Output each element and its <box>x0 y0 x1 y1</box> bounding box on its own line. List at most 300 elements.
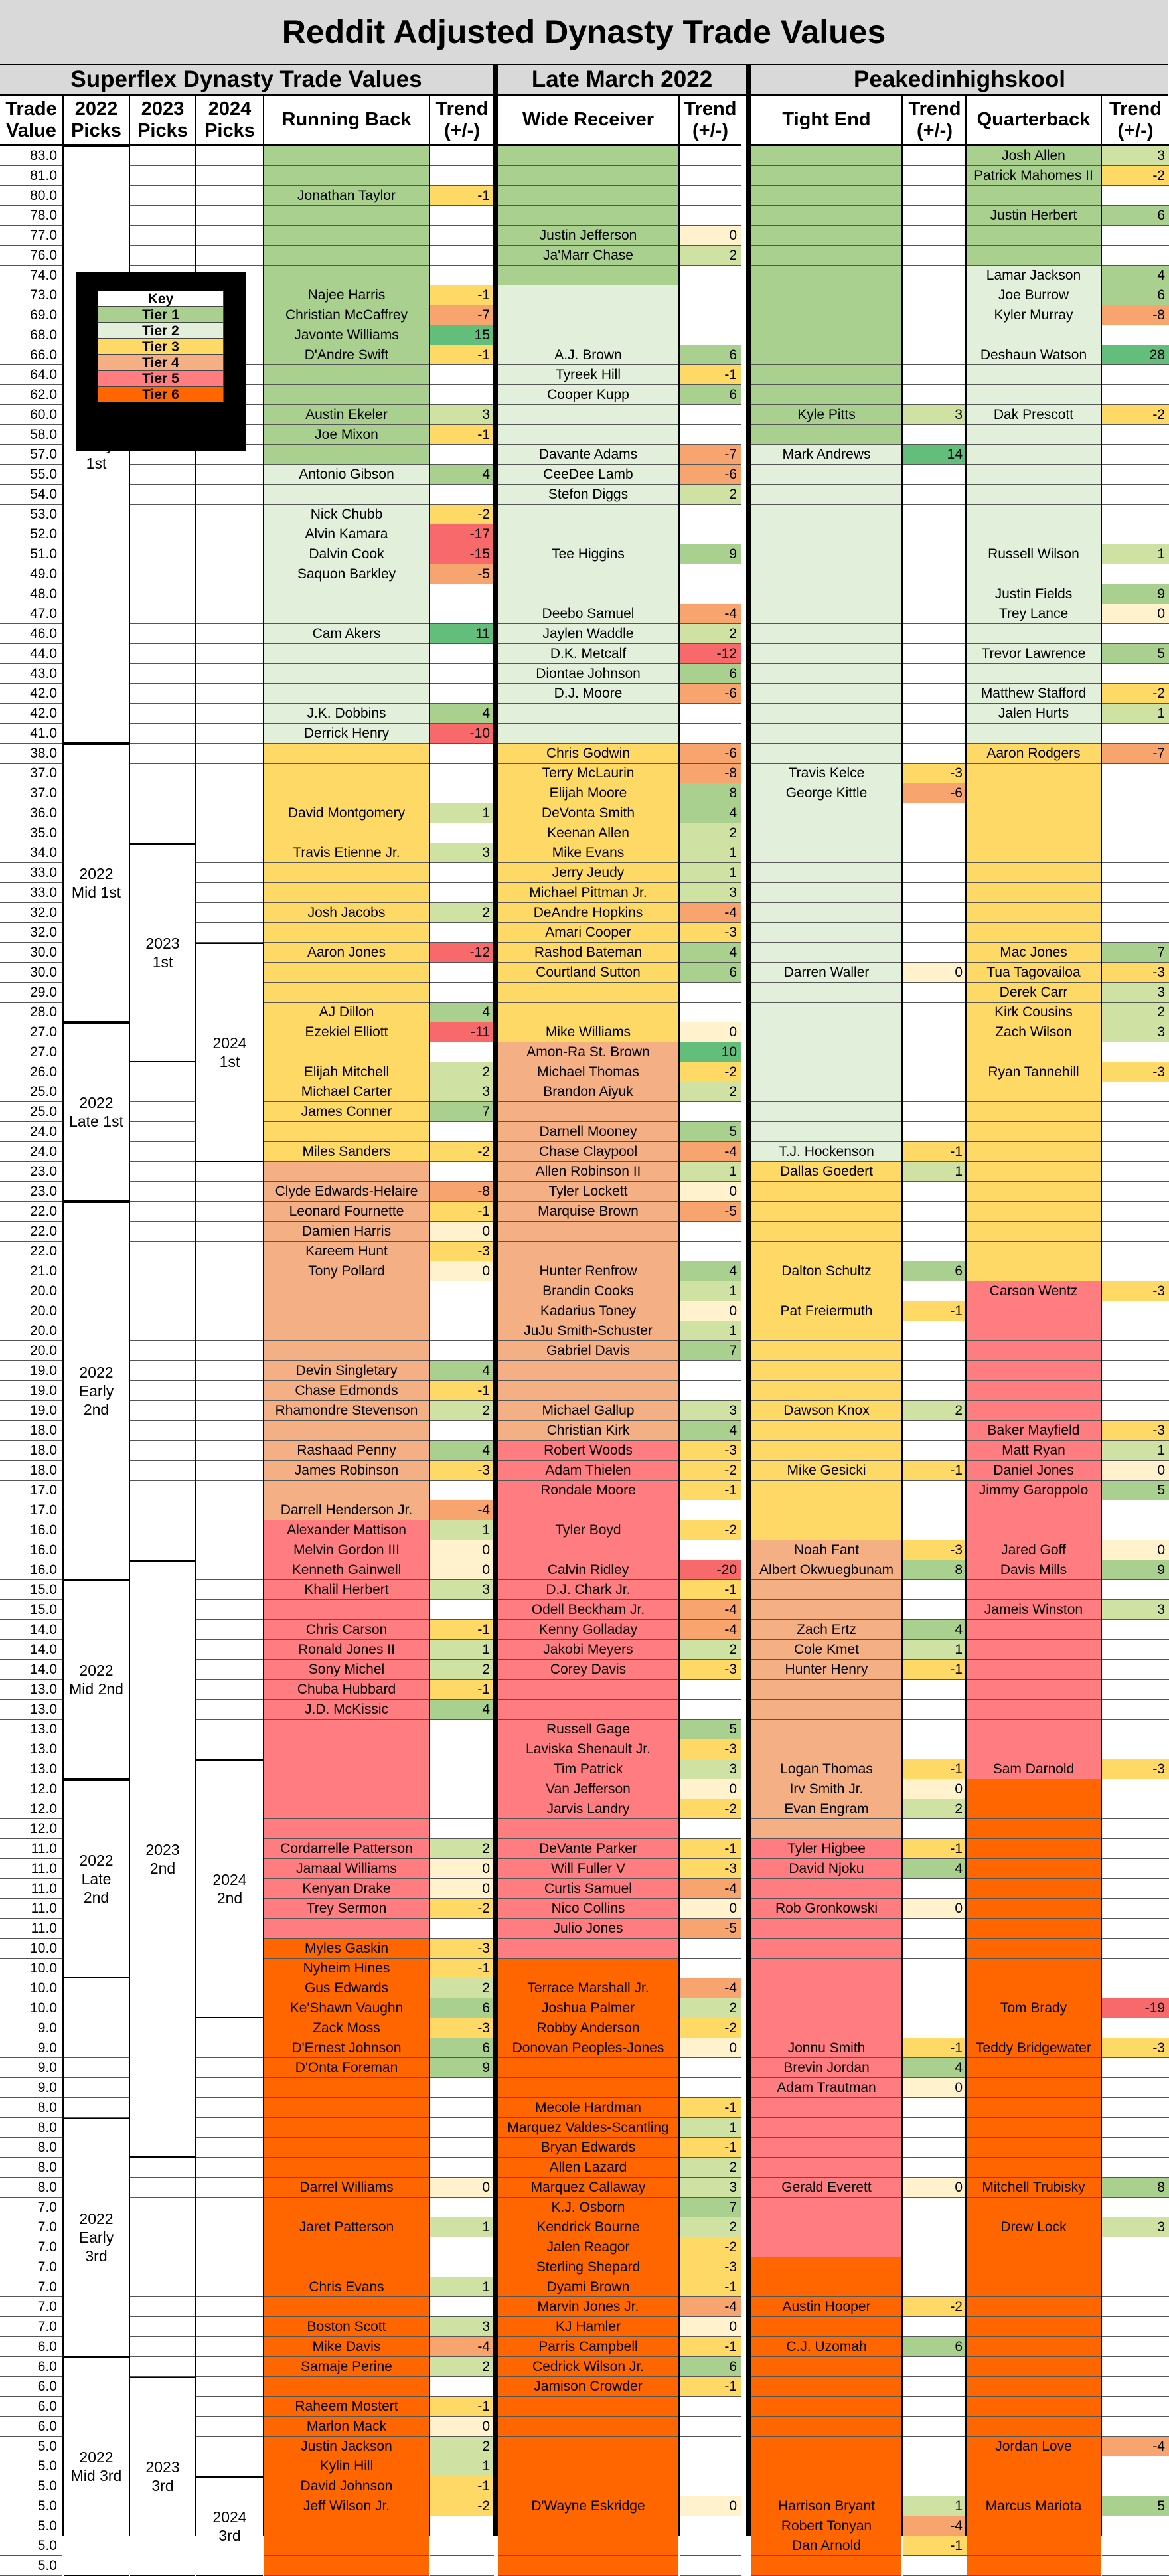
rb-player-cell: Michael Carter <box>264 1082 429 1102</box>
qb-trend-cell: 7 <box>1102 943 1169 963</box>
pick-empty-cell <box>196 1560 263 1580</box>
rb-player-cell: Derrick Henry <box>264 724 429 744</box>
te-trend-cell <box>903 863 967 883</box>
te-trend-cell <box>903 1281 967 1301</box>
pick-empty-cell <box>196 2277 263 2297</box>
wr-player-cell: KJ Hamler <box>498 2317 678 2337</box>
trade-value-cell: 9.0 <box>0 2078 62 2098</box>
column-header-value: Trade Value <box>0 96 62 146</box>
trade-value-cell: 48.0 <box>0 584 62 604</box>
rb-trend-cell: -1 <box>430 2476 494 2496</box>
rb-trend-cell <box>430 1162 494 1182</box>
te-player-cell <box>751 505 901 524</box>
rb-player-cell <box>264 226 429 246</box>
wr-trend-cell: -4 <box>680 903 741 923</box>
rb-trend-cell: 2 <box>430 2357 494 2377</box>
te-player-cell <box>751 246 901 266</box>
te-trend-cell <box>903 1242 967 1261</box>
qb-player-cell: Trevor Lawrence <box>967 644 1101 664</box>
qb-trend-cell <box>1102 903 1169 923</box>
te-player-cell <box>751 2317 901 2337</box>
wr-trend-cell: 2 <box>680 624 741 644</box>
wr-trend-cell <box>680 1102 741 1122</box>
qb-player-cell: Trey Lance <box>967 604 1101 624</box>
te-player-cell: Harrison Bryant <box>751 2496 901 2516</box>
rb-player-cell <box>264 584 429 604</box>
rb-player-cell <box>264 485 429 505</box>
qb-trend-cell <box>1102 1978 1169 1998</box>
te-player-cell <box>751 1341 901 1361</box>
rb-trend-cell <box>430 684 494 704</box>
te-player-cell <box>751 365 901 385</box>
rb-trend-cell: 4 <box>430 1003 494 1022</box>
wr-trend-cell <box>680 2556 741 2576</box>
te-player-cell: Travis Kelce <box>751 764 901 783</box>
te-trend-cell <box>903 1939 967 1959</box>
rb-player-cell <box>264 2138 429 2158</box>
qb-player-cell <box>967 764 1101 783</box>
pick-empty-cell <box>196 684 263 704</box>
qb-player-cell: Joe Burrow <box>967 285 1101 305</box>
te-trend-cell <box>903 2257 967 2277</box>
qb-player-cell: Sam Darnold <box>967 1759 1101 1779</box>
te-trend-cell <box>903 2456 967 2476</box>
qb-player-cell: Jordan Love <box>967 2437 1101 2456</box>
trade-value-cell: 19.0 <box>0 1381 62 1401</box>
pick-empty-cell <box>130 1242 195 1261</box>
rb-trend-cell <box>430 764 494 783</box>
trade-value-cell: 7.0 <box>0 2277 62 2297</box>
te-player-cell: Cole Kmet <box>751 1640 901 1660</box>
pick-empty-cell <box>130 1441 195 1461</box>
pick-empty-cell <box>196 1381 263 1401</box>
rb-trend-cell: -8 <box>430 1182 494 1202</box>
rb-trend-cell: 0 <box>430 1560 494 1580</box>
wr-trend-cell: -2 <box>680 1799 741 1819</box>
te-player-cell <box>751 724 901 744</box>
qb-trend-cell <box>1102 524 1169 544</box>
rb-trend-cell: -5 <box>430 564 494 584</box>
rb-trend-cell <box>430 1819 494 1839</box>
pick-empty-cell <box>196 903 263 923</box>
rb-trend-cell: -1 <box>430 345 494 365</box>
te-player-cell: Dan Arnold <box>751 2536 901 2556</box>
qb-trend-cell <box>1102 1242 1169 1261</box>
pick-empty-cell <box>196 823 263 843</box>
qb-trend-cell <box>1102 1779 1169 1799</box>
rb-trend-cell: -12 <box>430 943 494 963</box>
te-trend-cell: 2 <box>903 1401 967 1421</box>
pick-empty-cell <box>196 2058 263 2078</box>
wr-player-cell: Darnell Mooney <box>498 1122 678 1142</box>
qb-player-cell: Matt Ryan <box>967 1441 1101 1461</box>
wr-player-cell: Julio Jones <box>498 1919 678 1939</box>
te-trend-cell <box>903 1879 967 1899</box>
wr-player-cell <box>498 1242 678 1261</box>
qb-trend-cell <box>1102 2536 1169 2556</box>
qb-trend-cell: 0 <box>1102 1540 1169 1560</box>
te-player-cell <box>751 266 901 285</box>
pick-empty-cell <box>196 2098 263 2118</box>
rb-trend-cell <box>430 1739 494 1759</box>
qb-trend-cell: 3 <box>1102 2217 1169 2237</box>
wr-trend-cell: -1 <box>680 2138 741 2158</box>
rb-trend-cell: -1 <box>430 1680 494 1700</box>
wr-player-cell <box>498 266 678 285</box>
rb-player-cell <box>264 2536 429 2556</box>
rb-trend-cell: 0 <box>430 1859 494 1879</box>
te-player-cell <box>751 206 901 226</box>
qb-trend-cell: 0 <box>1102 1461 1169 1481</box>
qb-trend-cell <box>1102 1700 1169 1720</box>
rb-player-cell <box>264 863 429 883</box>
pick-p2022-block: 2022 Early 2nd <box>64 1202 129 1580</box>
rb-player-cell: Tony Pollard <box>264 1261 429 1281</box>
te-player-cell <box>751 1082 901 1102</box>
qb-trend-cell <box>1102 2377 1169 2397</box>
column-header-qb-trend: Trend (+/-) <box>1102 96 1169 146</box>
trade-value-cell: 16.0 <box>0 1520 62 1540</box>
pick-empty-cell <box>130 2217 195 2237</box>
qb-trend-cell <box>1102 2118 1169 2138</box>
te-trend-cell: 8 <box>903 1560 967 1580</box>
wr-player-cell <box>498 1222 678 1242</box>
wr-trend-cell <box>680 425 741 445</box>
qb-trend-cell <box>1102 485 1169 505</box>
wr-player-cell: Jerry Jeudy <box>498 863 678 883</box>
wr-trend-cell: -1 <box>680 2337 741 2357</box>
rb-player-cell: Khalil Herbert <box>264 1580 429 1600</box>
pick-empty-cell <box>196 2297 263 2317</box>
te-player-cell <box>751 1281 901 1301</box>
te-player-cell <box>751 2198 901 2217</box>
te-player-cell <box>751 1720 901 1739</box>
trade-value-cell: 47.0 <box>0 604 62 624</box>
rb-player-cell <box>264 1162 429 1182</box>
trade-value-cell: 14.0 <box>0 1640 62 1660</box>
qb-trend-cell <box>1102 385 1169 405</box>
wr-player-cell: Bryan Edwards <box>498 2138 678 2158</box>
rb-trend-cell: -1 <box>430 1620 494 1640</box>
qb-player-cell <box>967 1680 1101 1700</box>
te-trend-cell: 4 <box>903 1620 967 1640</box>
column-divider <box>1101 96 1102 2536</box>
rb-trend-cell <box>430 365 494 385</box>
trade-value-cell: 7.0 <box>0 2217 62 2237</box>
rb-player-cell <box>264 206 429 226</box>
te-trend-cell: -1 <box>903 2038 967 2058</box>
trade-value-cell: 77.0 <box>0 226 62 246</box>
trade-value-cell: 20.0 <box>0 1301 62 1321</box>
rb-trend-cell <box>430 1281 494 1301</box>
qb-player-cell <box>967 365 1101 385</box>
te-trend-cell <box>903 2397 967 2417</box>
te-trend-cell <box>903 1122 967 1142</box>
qb-trend-cell <box>1102 1321 1169 1341</box>
qb-trend-cell: 5 <box>1102 2496 1169 2516</box>
pick-empty-cell <box>196 1202 263 1222</box>
rb-player-cell <box>264 1301 429 1321</box>
wr-trend-cell <box>680 1381 741 1401</box>
trade-value-cell: 5.0 <box>0 2536 62 2556</box>
rb-player-cell <box>264 1739 429 1759</box>
pick-empty-cell <box>130 2317 195 2337</box>
trade-value-cell: 15.0 <box>0 1580 62 1600</box>
rb-player-cell: Kenneth Gainwell <box>264 1560 429 1580</box>
trade-value-cell: 18.0 <box>0 1441 62 1461</box>
qb-trend-cell <box>1102 2556 1169 2576</box>
qb-trend-cell <box>1102 843 1169 863</box>
qb-player-cell <box>967 883 1101 903</box>
qb-trend-cell <box>1102 246 1169 266</box>
pick-empty-cell <box>196 2217 263 2237</box>
pick-empty-cell <box>130 1540 195 1560</box>
wr-trend-cell: -1 <box>680 2098 741 2118</box>
rb-player-cell: Travis Etienne Jr. <box>264 843 429 863</box>
wr-trend-cell: 4 <box>680 1421 741 1441</box>
qb-player-cell <box>967 564 1101 584</box>
te-trend-cell <box>903 465 967 485</box>
te-player-cell <box>751 2377 901 2397</box>
wr-trend-cell: 0 <box>680 2496 741 2516</box>
trade-value-cell: 73.0 <box>0 285 62 305</box>
wr-player-cell: Donovan Peoples-Jones <box>498 2038 678 2058</box>
pick-empty-cell <box>130 1062 195 1082</box>
wr-trend-cell <box>680 2456 741 2476</box>
qb-trend-cell: 4 <box>1102 266 1169 285</box>
rb-player-cell: Rashaad Penny <box>264 1441 429 1461</box>
te-player-cell: Dallas Goedert <box>751 1162 901 1182</box>
key-tier-2: Tier 2 <box>98 323 224 339</box>
rb-player-cell: Devin Singletary <box>264 1361 429 1381</box>
te-player-cell <box>751 644 901 664</box>
wr-trend-cell: 3 <box>680 883 741 903</box>
qb-player-cell <box>967 1899 1101 1919</box>
te-trend-cell <box>903 246 967 266</box>
te-trend-cell <box>903 1600 967 1620</box>
te-player-cell <box>751 923 901 943</box>
rb-player-cell <box>264 1042 429 1062</box>
rb-player-cell: Antonio Gibson <box>264 465 429 485</box>
wr-trend-cell <box>680 285 741 305</box>
column-divider <box>901 96 903 2536</box>
te-trend-cell <box>903 1819 967 1839</box>
wr-player-cell: Keenan Allen <box>498 823 678 843</box>
key-tier-3: Tier 3 <box>98 339 224 355</box>
rb-player-cell: Javonte Williams <box>264 325 429 345</box>
te-player-cell: Evan Engram <box>751 1799 901 1819</box>
qb-player-cell: Derek Carr <box>967 983 1101 1003</box>
qb-player-cell <box>967 1939 1101 1959</box>
rb-player-cell: Dalvin Cook <box>264 544 429 564</box>
wr-player-cell <box>498 2058 678 2078</box>
te-player-cell <box>751 2138 901 2158</box>
rb-trend-cell <box>430 2516 494 2536</box>
te-trend-cell <box>903 803 967 823</box>
trade-value-cell: 16.0 <box>0 1540 62 1560</box>
pick-empty-cell <box>196 465 263 485</box>
qb-player-cell <box>967 1341 1101 1361</box>
pick-empty-cell <box>64 2018 129 2038</box>
rb-trend-cell <box>430 1799 494 1819</box>
rb-player-cell <box>264 684 429 704</box>
trade-value-cell: 62.0 <box>0 385 62 405</box>
rb-player-cell: Cordarrelle Patterson <box>264 1839 429 1859</box>
rb-trend-cell: 1 <box>430 2217 494 2237</box>
te-trend-cell: 0 <box>903 2078 967 2098</box>
pick-empty-cell <box>130 1281 195 1301</box>
wr-player-cell: Jarvis Landry <box>498 1799 678 1819</box>
pick-empty-cell <box>196 2397 263 2417</box>
wr-player-cell <box>498 1959 678 1978</box>
te-trend-cell <box>903 564 967 584</box>
qb-player-cell <box>967 1720 1101 1739</box>
wr-player-cell: Allen Lazard <box>498 2158 678 2178</box>
rb-player-cell: Jamaal Williams <box>264 1859 429 1879</box>
group-header-author: Peakedinhighskool <box>751 65 1168 96</box>
qb-trend-cell <box>1102 1142 1169 1162</box>
rb-player-cell: Miles Sanders <box>264 1142 429 1162</box>
qb-trend-cell <box>1102 2516 1169 2536</box>
qb-trend-cell <box>1102 764 1169 783</box>
rb-player-cell: David Montgomery <box>264 803 429 823</box>
qb-player-cell <box>967 1042 1101 1062</box>
column-header-p2023: 2023 Picks <box>130 96 195 146</box>
wr-player-cell: Kenny Golladay <box>498 1620 678 1640</box>
wr-trend-cell: 7 <box>680 2198 741 2217</box>
te-trend-cell <box>903 385 967 405</box>
qb-trend-cell <box>1102 783 1169 803</box>
rb-player-cell <box>264 1481 429 1500</box>
qb-player-cell <box>967 724 1101 744</box>
te-trend-cell <box>903 1580 967 1600</box>
te-trend-cell: 1 <box>903 2496 967 2516</box>
trade-value-cell: 19.0 <box>0 1361 62 1381</box>
pick-empty-cell <box>130 2357 195 2377</box>
rb-trend-cell: 1 <box>430 2456 494 2476</box>
wr-player-cell: Tyler Lockett <box>498 1182 678 1202</box>
rb-player-cell <box>264 2516 429 2536</box>
wr-trend-cell: -5 <box>680 1202 741 1222</box>
rb-trend-cell <box>430 2556 494 2576</box>
rb-trend-cell <box>430 604 494 624</box>
qb-trend-cell <box>1102 2098 1169 2118</box>
qb-player-cell <box>967 2556 1101 2576</box>
te-player-cell <box>751 1520 901 1540</box>
te-trend-cell <box>903 724 967 744</box>
column-divider <box>129 96 130 2536</box>
trade-value-cell: 42.0 <box>0 704 62 724</box>
pick-p2022-block: 2022 Late 1st <box>64 1022 129 1202</box>
te-trend-cell: -6 <box>903 783 967 803</box>
te-player-cell <box>751 2118 901 2138</box>
pick-empty-cell <box>196 206 263 226</box>
wr-trend-cell <box>680 1500 741 1520</box>
pick-empty-cell <box>130 664 195 684</box>
te-trend-cell <box>903 744 967 764</box>
trade-value-cell: 10.0 <box>0 1939 62 1959</box>
wr-player-cell: Davante Adams <box>498 445 678 465</box>
wr-trend-cell: 7 <box>680 1341 741 1361</box>
rb-player-cell: Elijah Mitchell <box>264 1062 429 1082</box>
te-player-cell <box>751 2357 901 2377</box>
te-player-cell: Rob Gronkowski <box>751 1899 901 1919</box>
wr-player-cell: Diontae Johnson <box>498 664 678 684</box>
rb-player-cell <box>264 1799 429 1819</box>
te-trend-cell <box>903 903 967 923</box>
pick-empty-cell <box>196 2158 263 2178</box>
qb-player-cell: Marcus Mariota <box>967 2496 1101 2516</box>
rb-player-cell: Leonard Fournette <box>264 1202 429 1222</box>
te-player-cell <box>751 1978 901 1998</box>
qb-player-cell: Russell Wilson <box>967 544 1101 564</box>
qb-trend-cell <box>1102 1520 1169 1540</box>
pick-empty-cell <box>130 226 195 246</box>
rb-trend-cell <box>430 485 494 505</box>
wr-trend-cell: -2 <box>680 2237 741 2257</box>
trade-value-cell: 32.0 <box>0 903 62 923</box>
trade-value-cell: 68.0 <box>0 325 62 345</box>
pick-p2023-block: 2023 3rd <box>130 2377 195 2576</box>
te-trend-cell <box>903 544 967 564</box>
wr-trend-cell: 6 <box>680 963 741 983</box>
rb-trend-cell: -4 <box>430 1500 494 1520</box>
qb-trend-cell <box>1102 1202 1169 1222</box>
wr-player-cell <box>498 2556 678 2576</box>
qb-player-cell <box>967 1321 1101 1341</box>
te-player-cell <box>751 1361 901 1381</box>
wr-trend-cell <box>680 166 741 186</box>
pick-empty-cell <box>196 1162 263 1182</box>
qb-player-cell: Jameis Winston <box>967 1600 1101 1620</box>
te-player-cell <box>751 524 901 544</box>
qb-trend-cell <box>1102 2456 1169 2476</box>
qb-player-cell <box>967 2018 1101 2038</box>
pick-empty-cell <box>196 2357 263 2377</box>
qb-trend-cell: -2 <box>1102 166 1169 186</box>
qb-trend-cell <box>1102 2198 1169 2217</box>
te-player-cell: Adam Trautman <box>751 2078 901 2098</box>
trade-value-cell: 20.0 <box>0 1341 62 1361</box>
wr-player-cell <box>498 1819 678 1839</box>
trade-value-cell: 28.0 <box>0 1003 62 1022</box>
wr-trend-cell: -8 <box>680 764 741 783</box>
rb-player-cell <box>264 1600 429 1620</box>
te-player-cell <box>751 1202 901 1222</box>
pick-empty-cell <box>130 166 195 186</box>
qb-trend-cell <box>1102 365 1169 385</box>
group-separator <box>493 65 498 2536</box>
wr-trend-cell: 0 <box>680 1899 741 1919</box>
rb-player-cell <box>264 385 429 405</box>
wr-player-cell: Allen Robinson II <box>498 1162 678 1182</box>
qb-player-cell: Davis Mills <box>967 1560 1101 1580</box>
qb-trend-cell <box>1102 505 1169 524</box>
te-player-cell: Noah Fant <box>751 1540 901 1560</box>
wr-player-cell: Cooper Kupp <box>498 385 678 405</box>
te-player-cell <box>751 345 901 365</box>
wr-player-cell: Marquez Callaway <box>498 2178 678 2198</box>
te-trend-cell <box>903 1421 967 1441</box>
te-trend-cell <box>903 365 967 385</box>
te-player-cell: George Kittle <box>751 783 901 803</box>
rb-player-cell <box>264 764 429 783</box>
qb-player-cell <box>967 186 1101 206</box>
qb-player-cell <box>967 2078 1101 2098</box>
qb-trend-cell: -2 <box>1102 405 1169 425</box>
pick-empty-cell <box>196 1600 263 1620</box>
pick-p2022-block: 2022 Mid 3rd <box>64 2357 129 2576</box>
